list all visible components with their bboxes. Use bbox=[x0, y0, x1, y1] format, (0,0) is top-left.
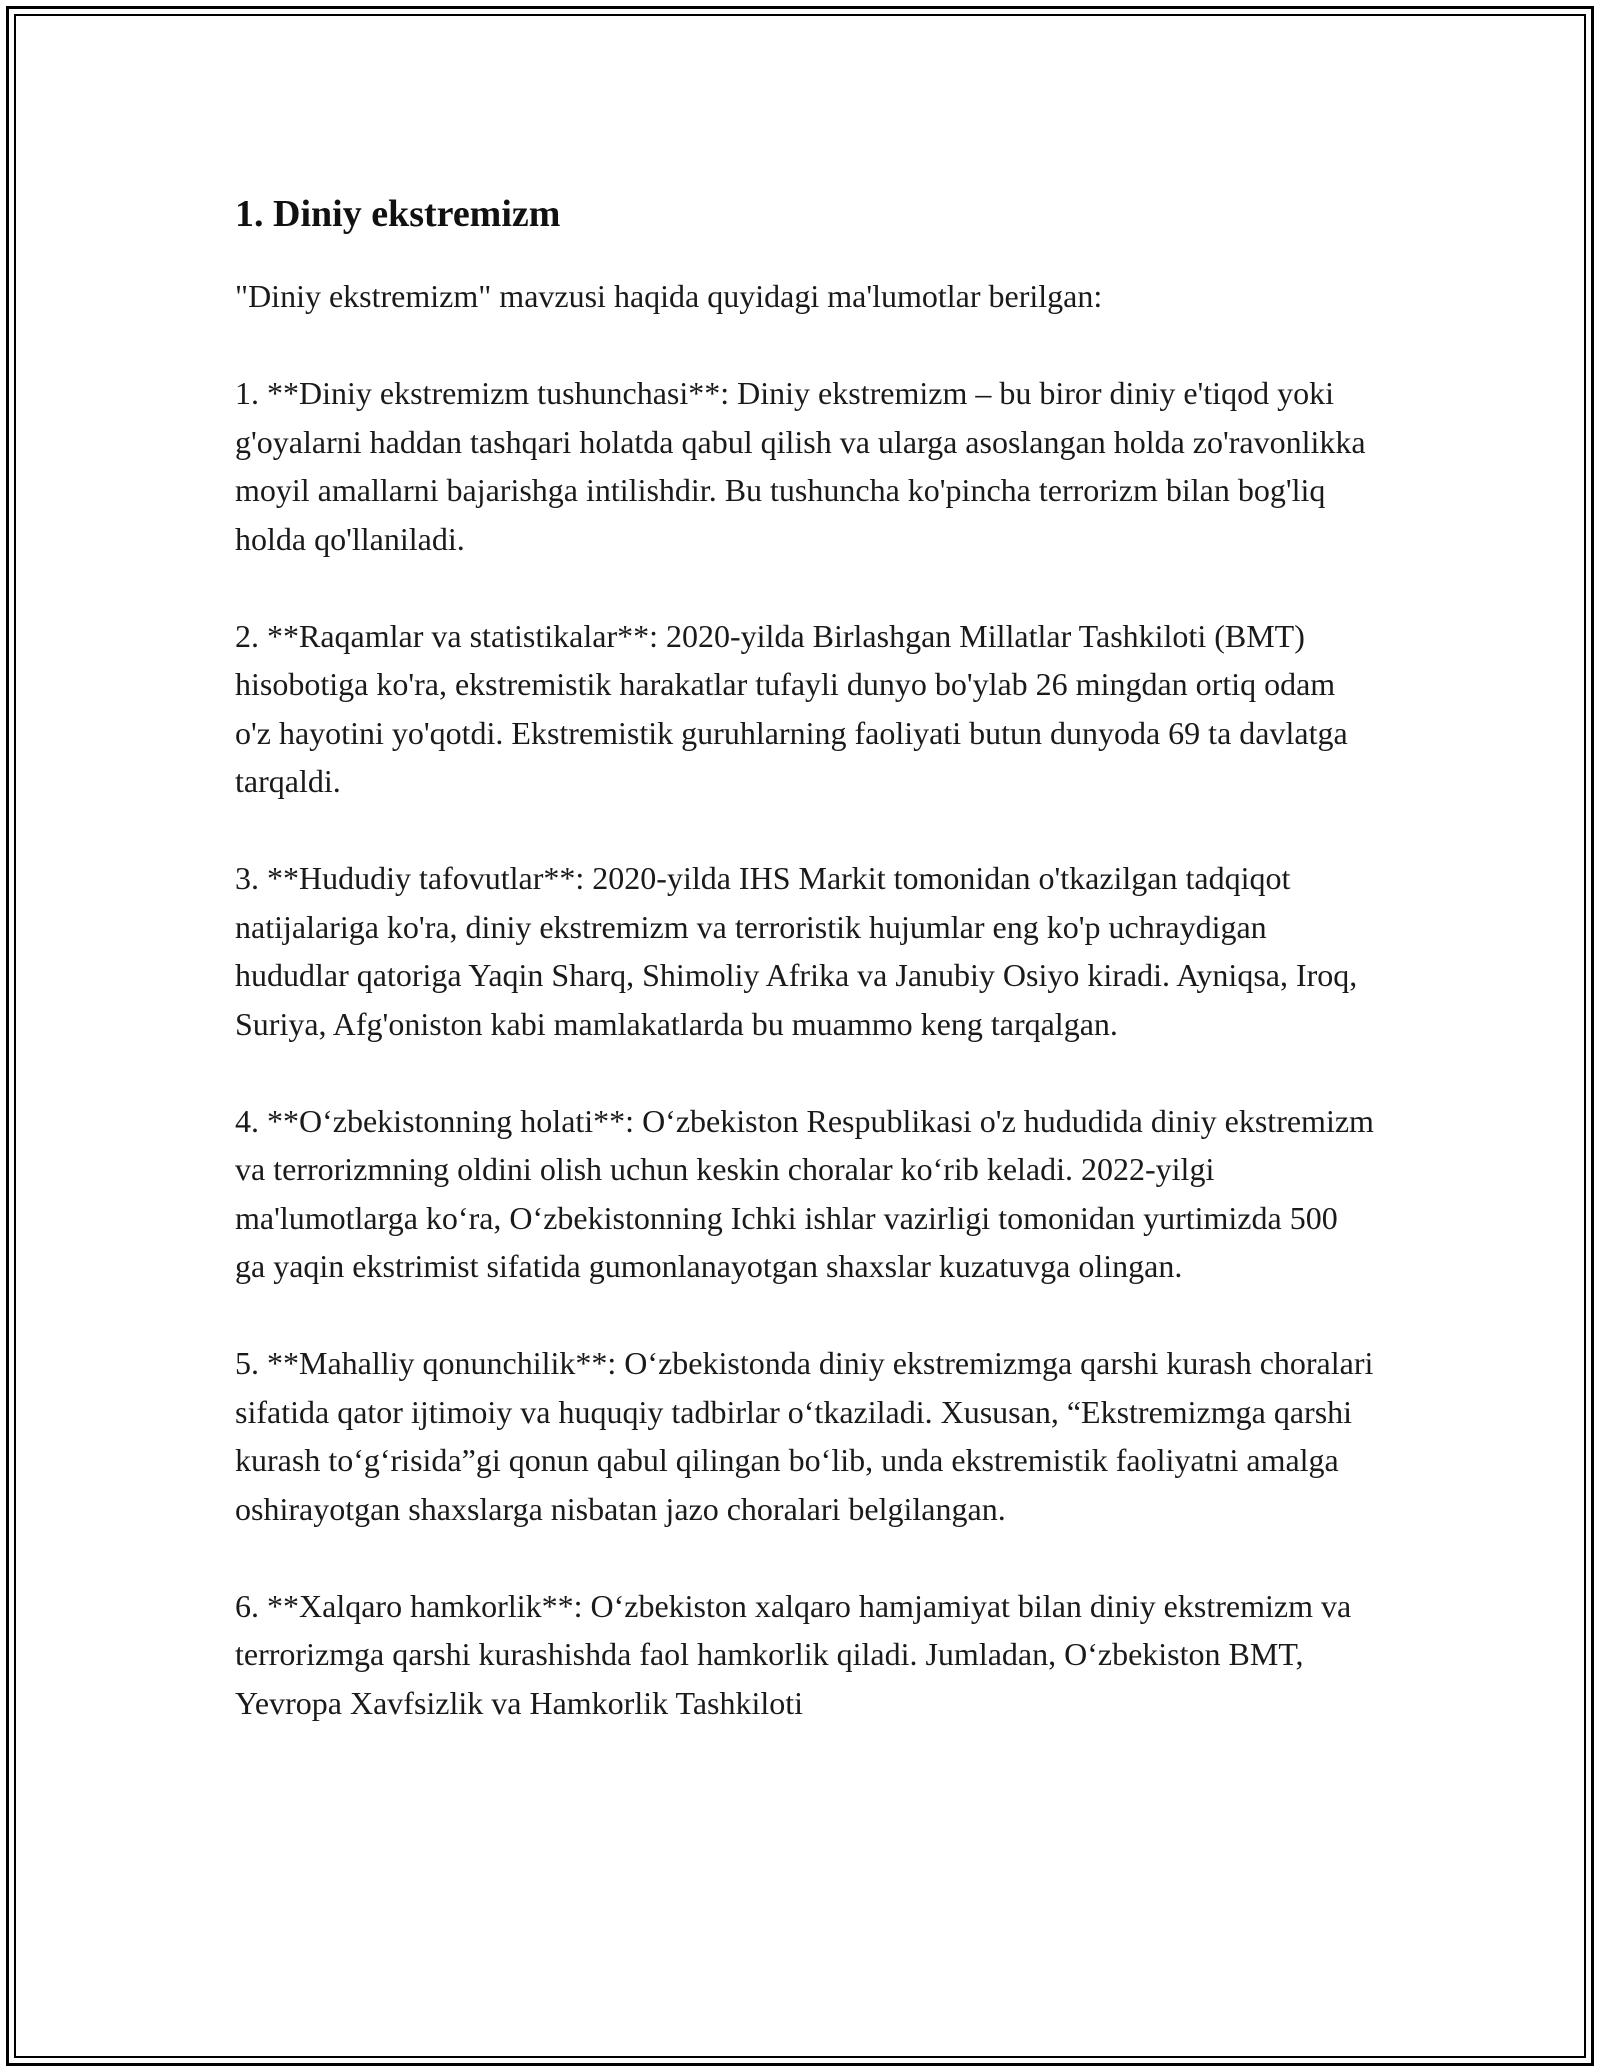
paragraph-regional-differences: 3. **Hududiy tafovutlar**: 2020-yilda IHS Markit tomonidan o'tkazilgan tadqiqot natijalariga ko'ra, diniy ekstremizm va terroristik hujumlar eng ko'p uchraydigan hududlar qatoriga Yaqin Sharq, Shimoliy Afrika va Janubiy Osiyo kiradi. Ayniqsa, Iroq, Suriya, Afg'oniston kabi mamlakatlarda bu muammo keng tarqalgan. bbox=[235, 860, 1358, 1042]
paragraph-uzbekistan-situation: 4. **O‘zbekistonning holati**: O‘zbekiston Respublikasi o'z hududida diniy ekstremizm va terrorizmning oldini olish uchun keskin choralar ko‘rib keladi. 2022-yilgi ma'lumotlarga ko‘ra, O‘zbekistonning Ichki ishlar vazirligi tomonidan yurtimizda 500 ga yaqin ekstrimist sifatida gumonlanayotgan shaxslar kuzatuvga olingan. bbox=[235, 1102, 1374, 1284]
intro-paragraph: "Diniy ekstremizm" mavzusi haqida quyidagi ma'lumotlar berilgan: bbox=[235, 278, 1103, 314]
document-title: 1. Diniy ekstremizm bbox=[235, 193, 561, 235]
paragraph-international-cooperation: 6. **Xalqaro hamkorlik**: O‘zbekiston xalqaro hamjamiyat bilan diniy ekstremizm va terrorizmga qarshi kurashishda faol hamkorlik qiladi. Jumladan, O‘zbekiston BMT, Yevropa Xavfsizlik va Hamkorlik Tashkiloti bbox=[235, 1587, 1352, 1721]
paragraph-statistics: 2. **Raqamlar va statistikalar**: 2020-yilda Birlashgan Millatlar Tashkiloti (BMT) hisobotiga ko'ra, ekstremistik harakatlar tufayli dunyo bo'ylab 26 mingdan ortiq odam o'z hayotini yo'qotdi. Ekstremistik guruhlarning faoliyati butun dunyoda 69 ta davlatga tarqaldi. bbox=[235, 617, 1348, 799]
paragraph-concept: 1. **Diniy ekstremizm tushunchasi**: Diniy ekstremizm – bu biror diniy e'tiqod yoki g'oyalarni haddan tashqari holatda qabul qilish va ularga asoslangan holda zo'ravonlikka moyil amallarni bajarishga intilishdir. Bu tushuncha ko'pincha terrorizm bilan bog'liq holda qo'llaniladi. bbox=[235, 375, 1366, 557]
paragraph-local-legislation: 5. **Mahalliy qonunchilik**: O‘zbekistonda diniy ekstremizmga qarshi kurash choralari sifatida qator ijtimoiy va huquqiy tadbirlar o‘tkaziladi. Xususan, “Ekstremizmga qarshi kurash to‘g‘risida”gi qonun qabul qilingan bo‘lib, unda ekstremistik faoliyatni amalga oshirayotgan shaxslarga nisbatan jazo choralari belgilangan. bbox=[235, 1345, 1374, 1527]
document-page bbox=[235, 188, 1375, 1776]
